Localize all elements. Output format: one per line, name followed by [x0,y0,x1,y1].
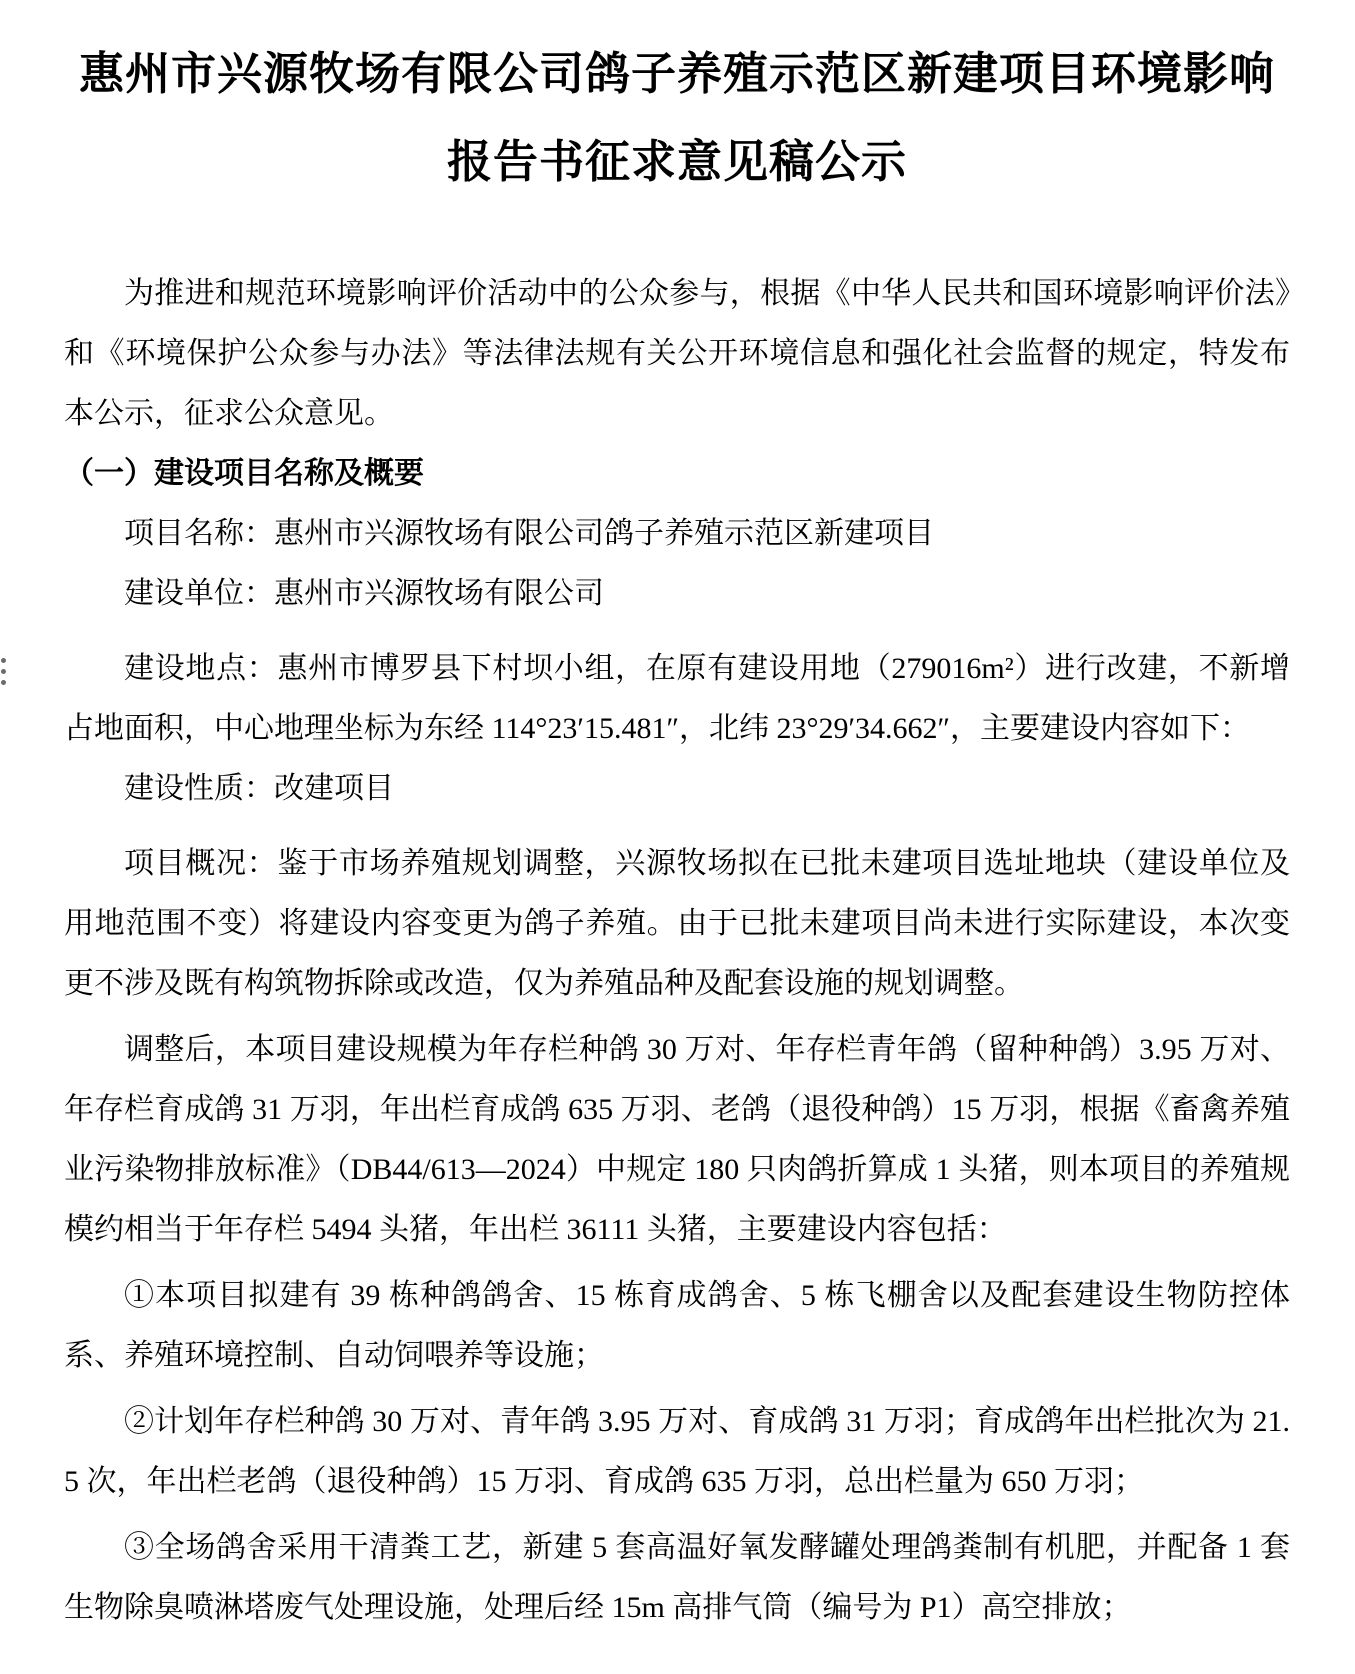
paragraph-preamble: 为推进和规范环境影响评价活动中的公众参与，根据《中华人民共和国环境影响评价法》和《环境保护公众参与办法》等法律法规有关公开环境信息和强化社会监督的规定，特发布本公示，征求公众意见。 [64,277,1290,430]
paragraph-scale-adjustment: 调整后，本项目建设规模为年存栏种鸽 30 万对、年存栏青年鸽（留种种鸽）3.95 万对、年存栏育成鸽 31 万羽，年出栏育成鸽 635 万羽、老鸽（退役种鸽）15 万羽，根据《畜禽养殖业污染物排放标准》（DB44/613—2024）中规定 180 只肉鸽折算成 1 头猪，则本项目的养殖规模约相当于年存栏 5494 头猪，年出栏 36111 头猪，主要建设内容包括： [64,1033,1290,1246]
paragraph-project-overview: 项目概况：鉴于市场养殖规划调整，兴源牧场拟在已批未建项目选址地块（建设单位及用地范围不变）将建设内容变更为鸽子养殖。由于已批未建项目尚未进行实际建设，本次变更不涉及既有构筑物拆除或改造，仅为养殖品种及配套设施的规划调整。 [64,847,1290,1000]
field-construction-unit: 建设单位：惠州市兴源牧场有限公司 [124,577,604,610]
ellipsis-dot [1,658,6,663]
field-construction-site: 建设地点：惠州市博罗县下村坝小组，在原有建设用地（279016m²）进行改建，不新增占地面积，中心地理坐标为东经 114°23′15.481″，北纬 23°29′34.662″，主要建设内容如下： [64,652,1290,745]
list-item-1: ①本项目拟建有 39 栋种鸽鸽舍、15 栋育成鸽舍、5 栋飞棚舍以及配套建设生物防控体系、养殖环境控制、自动饲喂养等设施； [64,1279,1290,1372]
section-heading-1: （一）建设项目名称及概要 [64,457,424,490]
ellipsis-dot [1,669,6,674]
page-title-line-2: 报告书征求意见稿公示 [446,136,907,187]
page-title-line-1: 惠州市兴源牧场有限公司鸽子养殖示范区新建项目环境影响 [78,48,1275,99]
field-project-name: 项目名称：惠州市兴源牧场有限公司鸽子养殖示范区新建项目 [124,517,934,550]
ellipsis-dot [1,680,6,685]
list-item-3: ③全场鸽舍采用干清粪工艺，新建 5 套高温好氧发酵罐处理鸽粪制有机肥，并配备 1 套生物除臭喷淋塔废气处理设施，处理后经 15m 高排气筒（编号为 P1）高空排放； [64,1531,1290,1624]
vertical-ellipsis-icon[interactable] [0,658,10,691]
list-item-2: ②计划年存栏种鸽 30 万对、青年鸽 3.95 万对、育成鸽 31 万羽；育成鸽年出栏批次为 21.5 次，年出栏老鸽（退役种鸽）15 万羽、育成鸽 635 万羽，总出栏量为 650 万羽； [64,1405,1290,1498]
page-title [64,30,1290,206]
field-construction-nature: 建设性质：改建项目 [124,772,394,805]
